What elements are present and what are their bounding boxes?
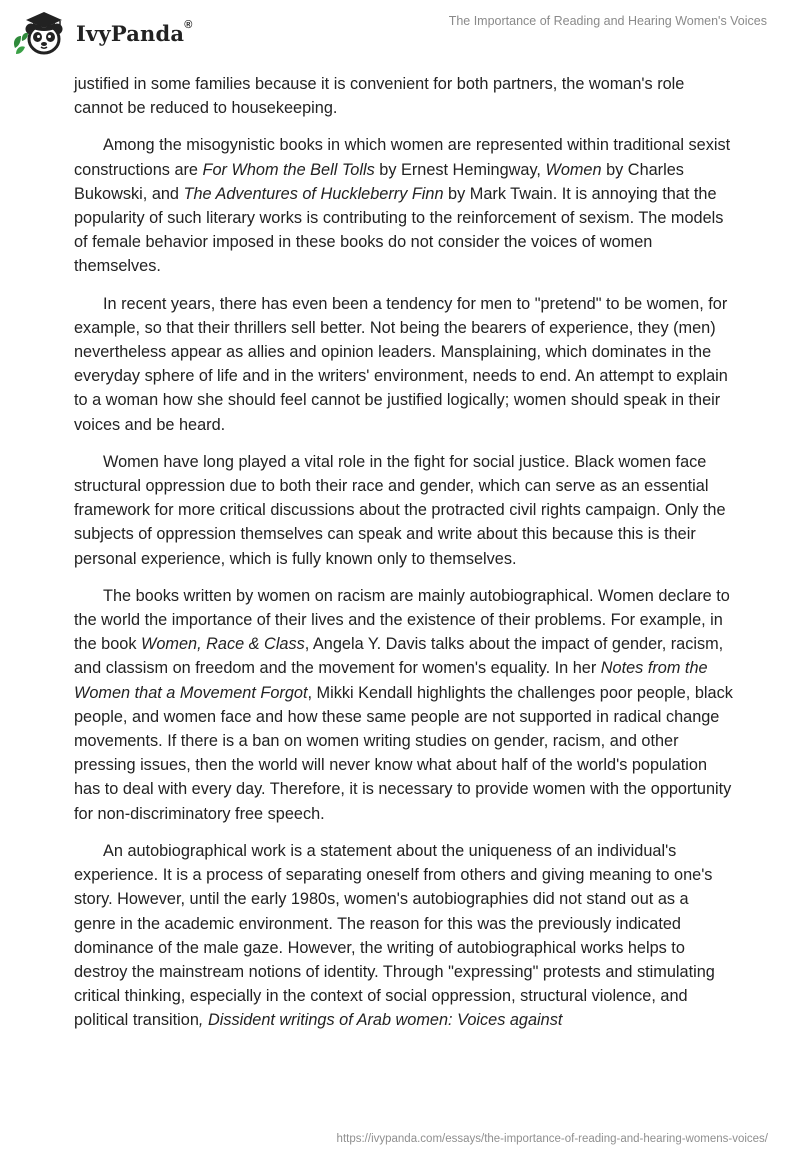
document-title: The Importance of Reading and Hearing Women's Voices bbox=[448, 14, 767, 28]
paragraph-text: Among the misogynistic books in which women are represented within traditional sexist constructions are bbox=[74, 136, 731, 179]
logo-text: IvyPanda bbox=[76, 21, 185, 46]
italic-title-text: , Dissident writings of Arab women: Voices against bbox=[198, 1011, 563, 1030]
paragraph-text: The books written by women on racism are mainly autobiographical. Women declare to the world the importance of their lives and the existence of their problems. For example, in the book bbox=[74, 586, 730, 654]
ivypanda-logo[interactable] bbox=[12, 8, 222, 58]
italic-title-text: Women, Race & Class bbox=[141, 635, 305, 654]
paragraph-text: In recent years, there has even been a tendency for men to "pretend" to be women, for example, so that their thrillers sell better. Not being the bearers of experience, they (men) nevertheless appear as allies and opinion leaders. Mansplaining, which dominates in the everyday sphere of life and in the writers' environment, needs to end. An attempt to explain to a woman how she should feel cannot be justified logically; women should speak in their voices and be heard. bbox=[74, 294, 728, 434]
paragraph-text: by Ernest Hemingway, bbox=[374, 160, 546, 179]
paragraph-text: by Charles Bukowski, and bbox=[74, 160, 684, 203]
paragraph-text: An autobiographical work is a statement about the uniqueness of an individual's experience. It is a process of separating oneself from others and giving meaning to one's story. However, until the early 1980s, women's autobiographies did not stand out as a genre in the academic environment. The reason for this was the previously indicated dominance of the male gaze. However, the writing of autobiographical works helps to destroy the mainstream notions of identity. Through "expressing" protests and stimulating critical thinking, especially in the context of social oppression, structural violence, and political transition bbox=[74, 841, 715, 1030]
essay-paragraph bbox=[74, 450, 734, 571]
page-header bbox=[0, 0, 800, 66]
logo-wordmark bbox=[76, 21, 193, 46]
italic-title-text: Notes from the Women that a Movement Forgot bbox=[74, 659, 708, 702]
essay-paragraph bbox=[74, 72, 734, 120]
essay-paragraph bbox=[74, 292, 734, 437]
paragraph-text: , Angela Y. Davis talks about the impact of gender, racism, and classism on freedom and the movement for women's equality. In her bbox=[74, 635, 724, 678]
essay-paragraph bbox=[74, 133, 734, 278]
essay-body bbox=[74, 72, 734, 1046]
italic-title-text: For Whom the Bell Tolls bbox=[202, 160, 375, 179]
paragraph-text: , Mikki Kendall highlights the challenges poor people, black people, and women face and how these same people are not supported in radical change movements. If there is a ban on women writing studies on gender, racism, and other pressing issues, then the world will never know what about half of the world's population has to deal with every day. Therefore, it is necessary to provide women with the opportunity for non-discriminatory free speech. bbox=[74, 683, 733, 823]
essay-paragraph bbox=[74, 839, 734, 1033]
italic-title-text: The Adventures of Huckleberry Finn bbox=[183, 184, 444, 203]
italic-title-text: Women bbox=[545, 160, 602, 179]
paragraph-text: by Mark Twain. It is annoying that the popularity of such literary works is contributing to the reinforcement of sexism. The models of female behavior imposed in these books do not consider the voices of women themselves. bbox=[74, 184, 724, 276]
paragraph-text: justified in some families because it is convenient for both partners, the woman's role cannot be reduced to housekeeping. bbox=[74, 75, 685, 118]
essay-paragraph bbox=[74, 584, 734, 826]
panda-graduate-icon bbox=[12, 8, 74, 58]
source-url[interactable]: https://ivypanda.com/essays/the-importance-of-reading-and-hearing-womens-voices/ bbox=[336, 1133, 768, 1145]
paragraph-text: Women have long played a vital role in the fight for social justice. Black women face structural oppression due to both their race and gender, which can serve as an essential framework for more critical discussions about the protracted civil rights campaign. Only the subjects of oppression themselves can speak and write about this because this is their personal experience, which is fully known only to themselves. bbox=[74, 452, 726, 568]
registered-mark: ® bbox=[184, 19, 193, 31]
